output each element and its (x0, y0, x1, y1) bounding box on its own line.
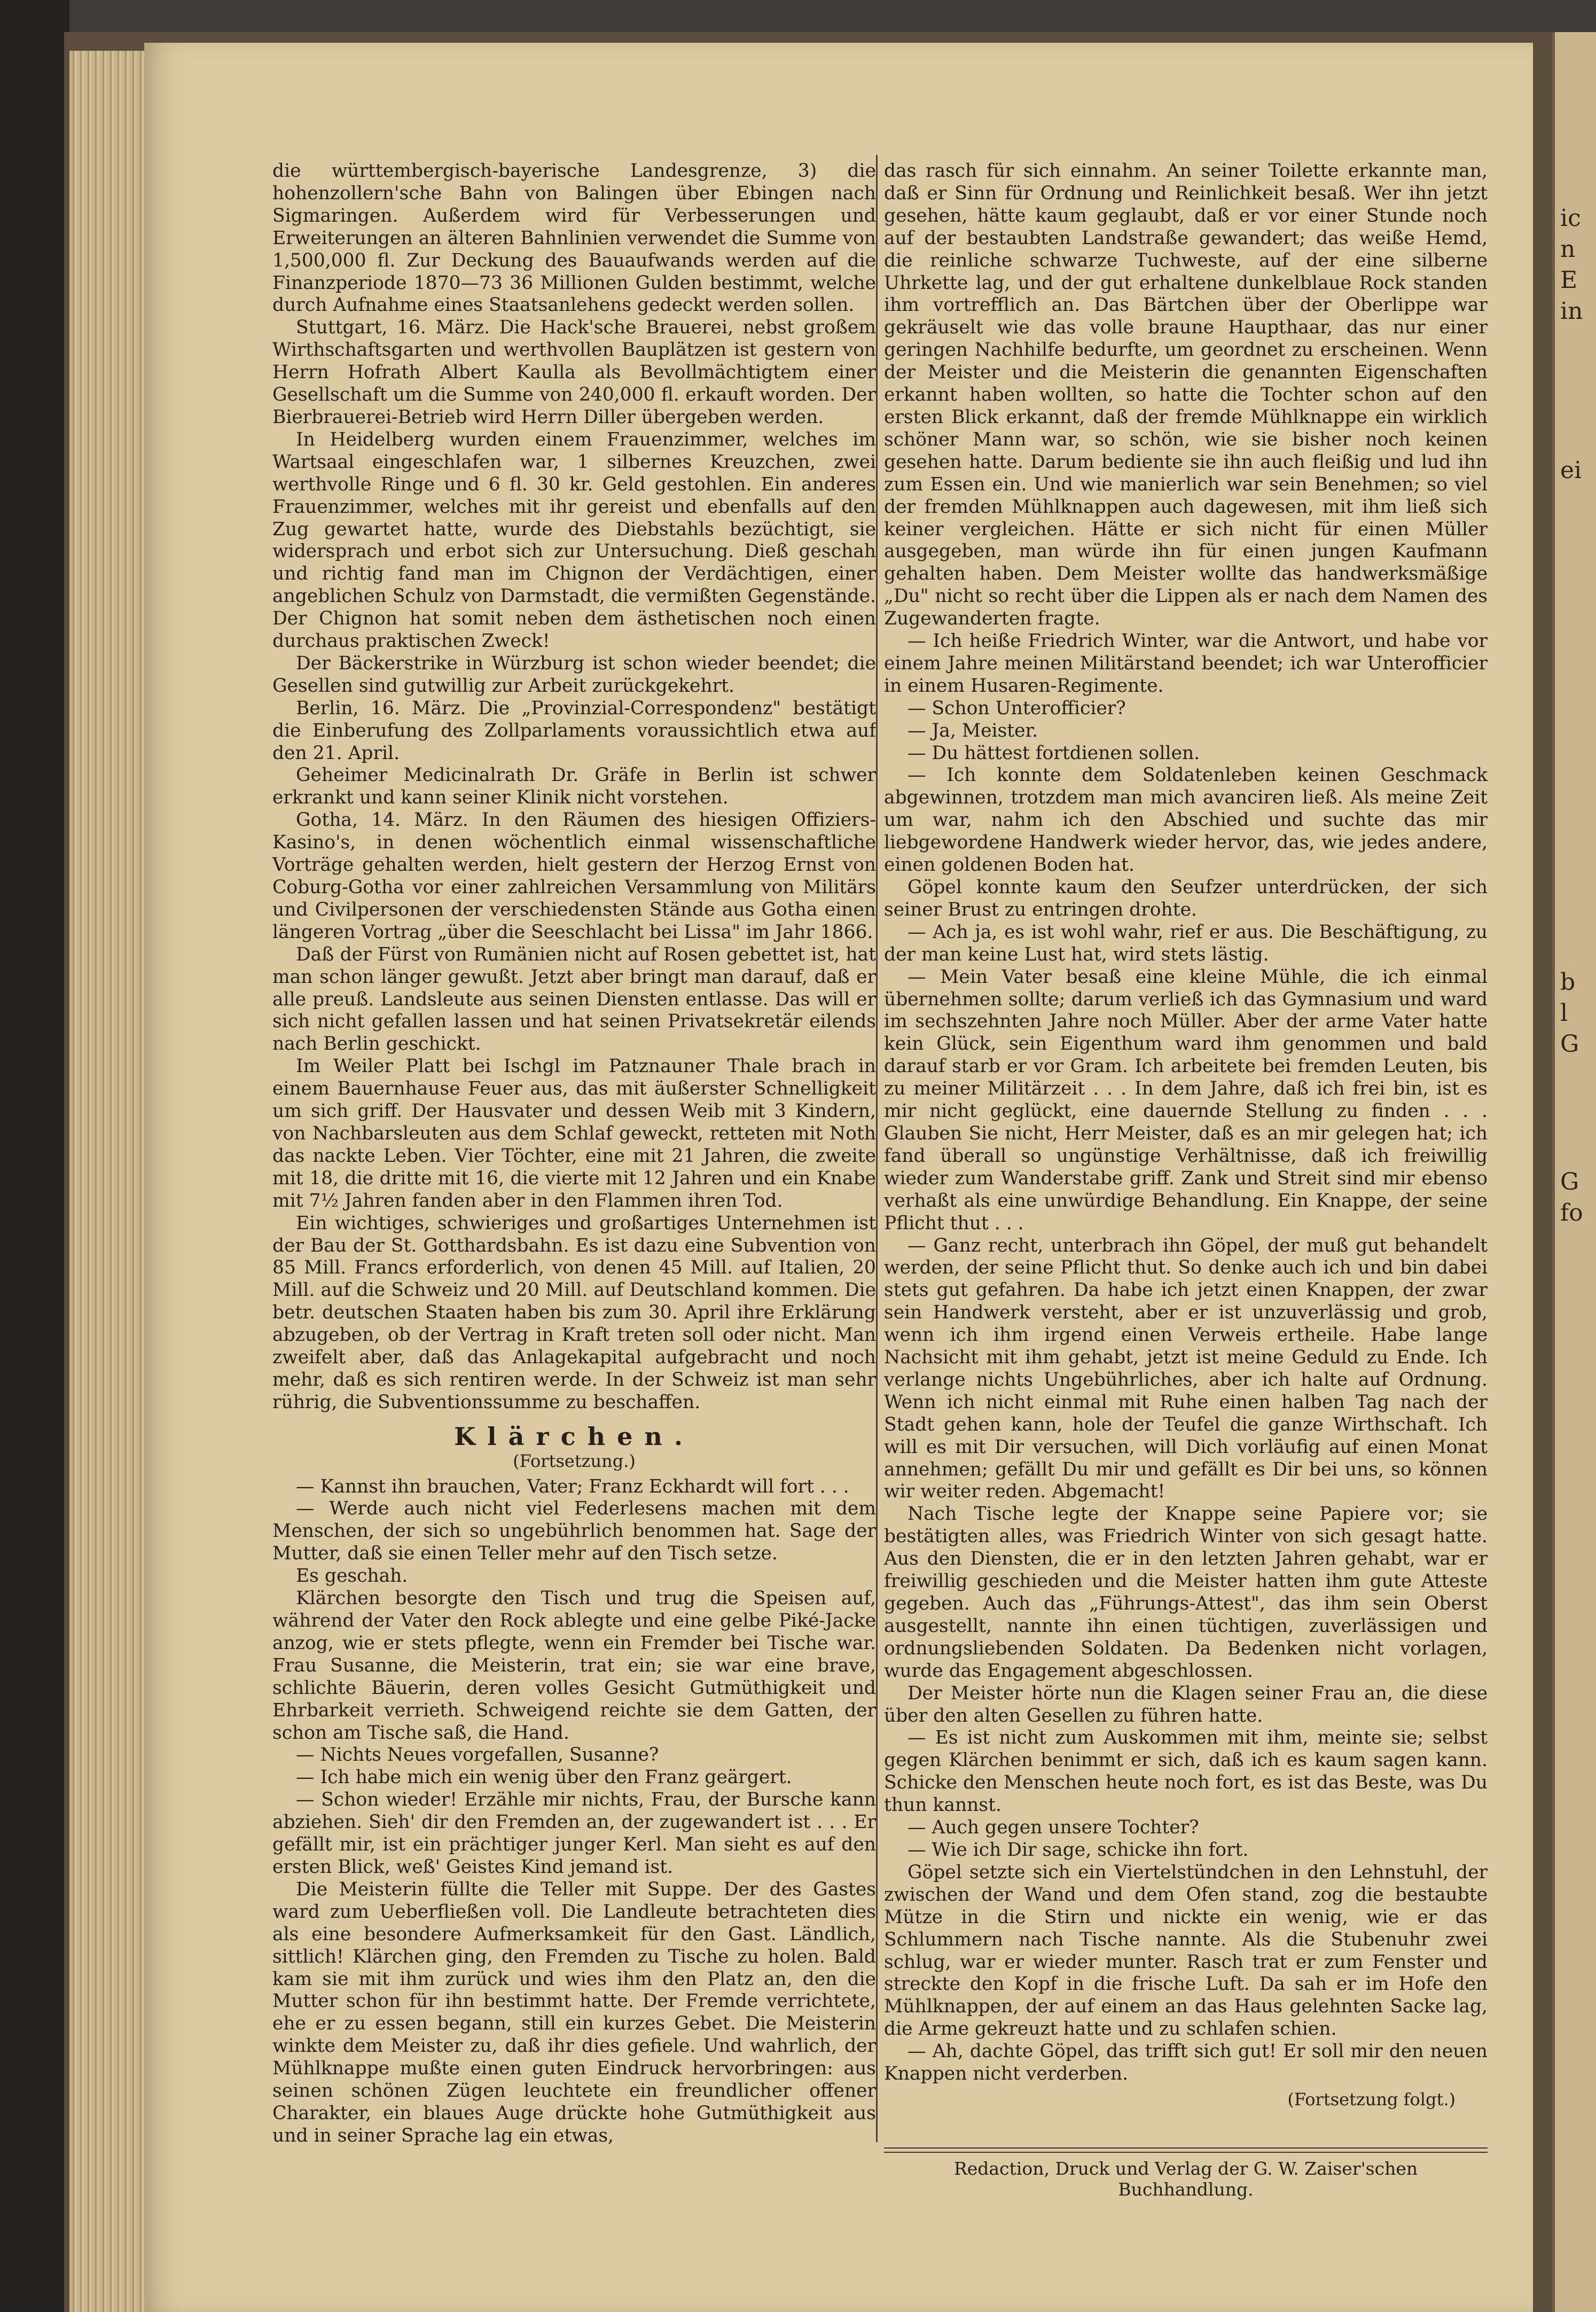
story-paragraph: — Ich konnte dem Soldatenleben keinen Geschmack abgewinnen, trotzdem man mich avanciren ließ. Als meine Zeit um war, nahm ich den Abschied und suchte das mir liebgewordene Handwerk wieder hervor, das, wie jedes andere, einen goldenen Boden hat. (884, 764, 1488, 876)
story-paragraph: — Wie ich Dir sage, schicke ihn fort. (907, 1839, 1249, 1861)
next-page-fragment: ei (1560, 457, 1582, 484)
story-paragraph: — Ganz recht, unterbrach ihn Göpel, der muß gut behandelt werden, der seine Pflicht thut. So denke auch ich und bin dabei stets gut gefahren. Da habe ich jetzt einen Knappen, der zwar sein Handwerk versteht, aber er ist unzuverlässig und grob, wenn ich ihm irgend einen Verweis ertheile. Habe lange Nachsicht mit ihm gehabt, jetzt ist meine Geduld zu Ende. Ich verlange nichts Ungebührliches, aber ich halte auf Ordnung. Wenn ich nicht einmal mit Ruhe einen halben Tag nach der Stadt gehen kann, hole der Teufel die ganze Wirthschaft. Ich will es mit Dir versuchen, will Dich vorläufig auf einen Monat annehmen; gefällt Du mir und gefällt es Dir bei uns, so können wir weiter reden. Abgemacht! (884, 1235, 1488, 1503)
news-paragraph: die württembergisch-bayerische Landesgrenze, 3) die hohenzollern'sche Bahn von Balingen über Ebingen nach Sigmaringen. Außerdem wird für Verbesserungen und Erweiterungen an älteren Bahnlinien verwendet die Summe von 1,500,000 fl. Zur Deckung des Bauaufwands werden auf die Finanzperiode 1870—73 36 Millionen Gulden bestimmt, welche durch Aufnahme eines Staatsanlehens gedeckt werden sollen. (272, 160, 876, 316)
story-paragraph: — Mein Vater besaß eine kleine Mühle, die ich einmal übernehmen sollte; darum verließ ich das Gymnasium und ward im sechszehnten Jahre noch Müller. Aber der arme Vater hatte kein Glück, sein Eigenthum ward ihm genommen und bald darauf starb er vor Gram. Ich arbeitete bei fremden Leuten, bis zu meiner Militärzeit . . . In dem Jahre, daß ich frei bin, ist es mir nicht geglückt, eine dauernde Stellung zu finden . . . Glauben Sie nicht, Herr Meister, daß es an mir gelegen hat; ich fand überall so ungünstige Verhältnisse, daß ich freiwillig wieder zum Wanderstabe griff. Zank und Streit sind mir ebenso verhaßt als eine unwürdige Behandlung. Ein Knappe, der seine Pflicht thut . . . (884, 966, 1488, 1234)
news-paragraph: Ein wichtiges, schwieriges und großartiges Unternehmen ist der Bau der St. Gotthardsbahn. Es ist dazu eine Subvention von 85 Mill. Francs erforderlich, von denen 45 Mill. auf Italien, 20 Mill. auf die Schweiz und 20 Mill. auf Deutschland kommen. Die betr. deutschen Staaten haben bis zum 30. April ihre Erklärung abzugeben, ob der Vertrag in Kraft treten soll oder nicht. Man zweifelt aber, daß das Anlagekapital aufgebracht und noch mehr, daß es sich rentiren werde. In der Schweiz ist man sehr rührig, die Subventionssumme zu beschaffen. (272, 1212, 876, 1413)
story-paragraph: Der Meister hörte nun die Klagen seiner Frau an, die diese über den alten Gesellen zu führen hatte. (884, 1682, 1488, 1727)
story-paragraph: — Schon Unterofficier? (907, 697, 1126, 719)
story-paragraph: — Ich heiße Friedrich Winter, war die Antwort, und habe vor einem Jahre meinen Militärstand beendet; ich war Unterofficier in einem Husaren-Regimente. (884, 630, 1488, 697)
story-paragraph: Klärchen besorgte den Tisch und trug die Speisen auf, während der Vater den Rock ablegte und eine gelbe Piké-Jacke anzog, wie er stets pflegte, wenn ein Fremder bei Tische war. Frau Susanne, die Meisterin, trat ein; sie war eine brave, schlichte Bäuerin, deren volles Gesicht Gutmüthigkeit und Ehrbarkeit verrieth. Schweigend reichte sie dem Gatten, der schon am Tische saß, die Hand. (272, 1588, 876, 1744)
news-paragraph: Im Weiler Platt bei Ischgl im Patznauner Thale brach in einem Bauernhause Feuer aus, das mit äußerster Schnelligkeit um sich griff. Der Hausvater und dessen Weib mit 3 Kindern, von Nachbarsleuten aus dem Schlaf geweckt, retteten mit Noth das nackte Leben. Vier Töchter, eine mit 21 Jahren, die zweite mit 18, die dritte mit 16, die vierte mit 12 Jahren und ein Knabe mit 7½ Jahren fanden aber in den Flammen ihren Tod. (272, 1056, 876, 1212)
next-page-fragment: b (1560, 968, 1576, 996)
news-paragraph: Daß der Fürst von Rumänien nicht auf Rosen gebettet ist, hat man schon länger gewußt. Jetzt aber bringt man darauf, daß er alle preuß. Landsleute aus seinen Diensten entlasse. Das will er sich nicht gefallen lassen und hat seinen Privatsekretär eilends nach Berlin geschickt. (272, 943, 876, 1055)
story-paragraph: — Ja, Meister. (907, 720, 1038, 741)
news-paragraph: Geheimer Medicinalrath Dr. Gräfe in Berlin ist schwer erkrankt und kann seiner Klinik nicht vorstehen. (272, 764, 876, 809)
story-paragraph: — Schon wieder! Erzähle mir nichts, Frau, der Bursche kann abziehen. Sieh' dir den Fremden an, der zugewandert ist . . . Er gefällt mir, ist ein prächtiger junger Kerl. Man sieht es auf den ersten Blick, weß' Geistes Kind jemand ist. (272, 1789, 876, 1878)
story-paragraph: — Ach ja, es ist wohl wahr, rief er aus. Die Beschäftigung, zu der man keine Lust hat, wird stets lästig. (884, 921, 1488, 965)
column-divider (876, 155, 878, 2142)
story-title: Klärchen. (454, 1421, 694, 1451)
news-paragraph: Der Bäckerstrike in Würzburg ist schon wieder beendet; die Gesellen sind gutwillig zur Arbeit zurückgekehrt. (272, 652, 876, 697)
story-paragraph: Göpel setzte sich ein Viertelstündchen in den Lehnstuhl, der zwischen der Wand und dem Ofen stand, zog die bestaubte Mütze in die Stirn und nickte ein wenig, wie er das Schlummern nach Tische nannte. Als die Stubenuhr zwei schlug, war er wieder munter. Rasch trat er zum Fenster und streckte den Kopf in die frische Luft. Da sah er im Hofe den Mühlknappen, der auf einem an das Haus gelehnten Sacke lag, die Arme gekreuzt hatte und zu schlafen schien. (884, 1861, 1488, 2040)
next-page-fragment: G (1560, 1168, 1579, 1196)
story-paragraph: — Es ist nicht zum Auskommen mit ihm, meinte sie; selbst gegen Klärchen benimmt er sich, daß ich es kaum sagen kann. Schicke den Menschen heute noch fort, es ist das Beste, was Du thun kannst. (884, 1727, 1488, 1816)
publisher-imprint: Redaction, Druck und Verlag der G. W. Zaiser'schen Buchhandlung. (953, 2158, 1418, 2200)
next-page-fragment: E (1560, 267, 1578, 294)
next-page-fragment: ic (1560, 205, 1581, 232)
next-page-fragment: n (1560, 236, 1576, 263)
story-paragraph: — Du hättest fortdienen sollen. (907, 742, 1200, 764)
story-subtitle: (Fortsetzung.) (513, 1450, 636, 1471)
left-column (272, 160, 876, 2147)
news-paragraph: In Heidelberg wurden einem Frauenzimmer, welches im Wartsaal eingeschlafen war, 1 silbernes Kreuzchen, zwei werthvolle Ringe und 6 fl. 30 kr. Geld gestohlen. Ein anderes Frauenzimmer, welches mit ihr gereist und ebenfalls auf den Zug gewartet hatte, wurde des Diebstahls bezüchtigt, sie widersprach und erbot sich zur Untersuchung. Dieß geschah und richtig fand man im Chignon der Verdächtigen, einer angeblichen Schulz von Darmstadt, die vermißten Gegenstände. Der Chignon hat somit neben dem ästhetischen noch einen durchaus praktischen Zweck! (272, 428, 876, 652)
story-paragraph: — Nichts Neues vorgefallen, Susanne? (296, 1744, 659, 1766)
news-paragraph: Stuttgart, 16. März. Die Hack'sche Brauerei, nebst großem Wirthschaftsgarten und werthvollen Bauplätzen ist gestern von Herrn Hofrath Albert Kaulla als Bevollmächtigtem einer Gesellschaft um die Summe von 240,000 fl. erkauft worden. Der Bierbrauerei-Betrieb wird Herrn Diller übergeben werden. (272, 317, 876, 428)
next-page-fragment: l (1560, 999, 1568, 1027)
story-paragraph: Nach Tische legte der Knappe seine Papiere vor; sie bestätigten alles, was Friedrich Winter von sich gesagt hatte. Aus den Diensten, die er in den letzten Jahren gehabt, war er freiwillig geschieden und die Meister hatten ihm gute Atteste gegeben. Auch das „Führungs-Attest", das ihm sein Oberst ausgestellt, nannte ihn einen tüchtigen, zuverlässigen und ordnungsliebenden Soldaten. Da Bedenken nicht vorlagen, wurde das Engagement abgeschlossen. (884, 1503, 1488, 1682)
story-paragraph: — Ich habe mich ein wenig über den Franz geärgert. (296, 1767, 792, 1788)
next-page-fragment: G (1560, 1030, 1579, 1058)
story-paragraph: — Kannst ihn brauchen, Vater; Franz Eckhardt will fort . . . (296, 1475, 849, 1497)
news-paragraph: Gotha, 14. März. In den Räumen des hiesigen Offiziers-Kasino's, in denen wöchentlich einmal wissenschaftliche Vorträge gehalten werden, hielt gestern der Herzog Ernst von Coburg-Gotha vor einer zahlreichen Versammlung von Militärs und Civilpersonen der verschiedensten Stände aus Gotha einen längeren Vortrag „über die Seeschlacht bei Lissa" im Jahr 1866. (272, 809, 876, 943)
story-paragraph: das rasch für sich einnahm. An seiner Toilette erkannte man, daß er Sinn für Ordnung und Reinlichkeit besaß. Wer ihn jetzt gesehen, hätte kaum geglaubt, daß er vor einer Stunde noch auf der bestaubten Landstraße gewandert; das weiße Hemd, die reinliche schwarze Tuchweste, auf der eine silberne Uhrkette lag, und der gut erhaltene dunkelblaue Rock standen ihm vortrefflich an. Das Bärtchen über der Oberlippe war gekräuselt wie das volle braune Haupthaar, das nur einer geringen Nachhilfe bedurfte, um geordnet zu erscheinen. Wenn der Meister und die Meisterin die genannten Eigenschaften erkannt haben wollten, so hatte die Tochter schon auf den ersten Blick erkannt, daß der fremde Mühlknappe ein wirklich schöner Mann war, so schön, wie sie bisher noch keinen gesehen hatte. Darum bediente sie ihn auch fleißig und lud ihn zum Essen ein. Und wie manierlich war sein Benehmen; so viel der fremden Mühlknappen auch dagewesen, mit ihm ließ sich keiner vergleichen. Hätte er sich nicht für einen Müller ausgegeben, man würde ihn für einen jungen Kaufmann gehalten haben. Dem Meister wollte das handwerksmäßige „Du" nicht so recht über die Lippen als er nach dem Namen des Zugewanderten fragte. (884, 160, 1488, 630)
next-page-fragment: fo (1560, 1199, 1583, 1227)
story-paragraph: Es geschah. (296, 1565, 408, 1587)
page-edges (69, 51, 150, 2312)
story-paragraph: Göpel konnte kaum den Seufzer unterdrücken, der sich seiner Brust zu entringen drohte. (884, 877, 1488, 920)
next-page-edge (1552, 32, 1596, 2312)
news-paragraph: Berlin, 16. März. Die „Provinzial-Correspondenz" bestätigt die Einberufung des Zollparlaments voraussichtlich etwa auf den 21. April. (272, 697, 876, 764)
next-page-fragment: in (1560, 298, 1583, 325)
background-left (0, 0, 69, 2312)
story-paragraph: — Werde auch nicht viel Federlesens machen mit dem Menschen, der sich so ungebührlich benommen hat. Sage der Mutter, daß sie einen Teller mehr auf den Tisch setze. (272, 1498, 876, 1565)
footer-rule (884, 2147, 1488, 2153)
story-paragraph: Die Meisterin füllte die Teller mit Suppe. Der des Gastes ward zum Ueberfließen voll. Die Landleute betrachteten dies als eine besondere Aufmerksamkeit für den Gast. Ländlich, sittlich! Klärchen ging, den Fremden zu Tische zu holen. Bald kam sie mit ihm zurück und wies ihm den Platz an, den die Mutter schon für ihn bestimmt hatte. Der Fremde verrichtete, ehe er zu essen begann, still ein kurzes Gebet. Die Meisterin winkte dem Meister zu, daß ihr dies gefiele. Und wahrlich, der Mühlknappe mußte einen guten Eindruck hervorbringen: aus seinen schönen Zügen leuchtete ein freundlicher offener Charakter, ein blaues Auge drückte hohe Gutmüthigkeit aus und in seiner Sprache lag ein etwas, (272, 1878, 876, 2146)
right-column (884, 160, 1488, 2111)
story-paragraph: — Ah, dachte Göpel, das trifft sich gut! Er soll mir den neuen Knappen nicht verderben. (884, 2041, 1488, 2085)
story-paragraph: — Auch gegen unsere Tochter? (907, 1817, 1199, 1839)
continuation-note: (Fortsetzung folgt.) (1287, 2089, 1456, 2110)
